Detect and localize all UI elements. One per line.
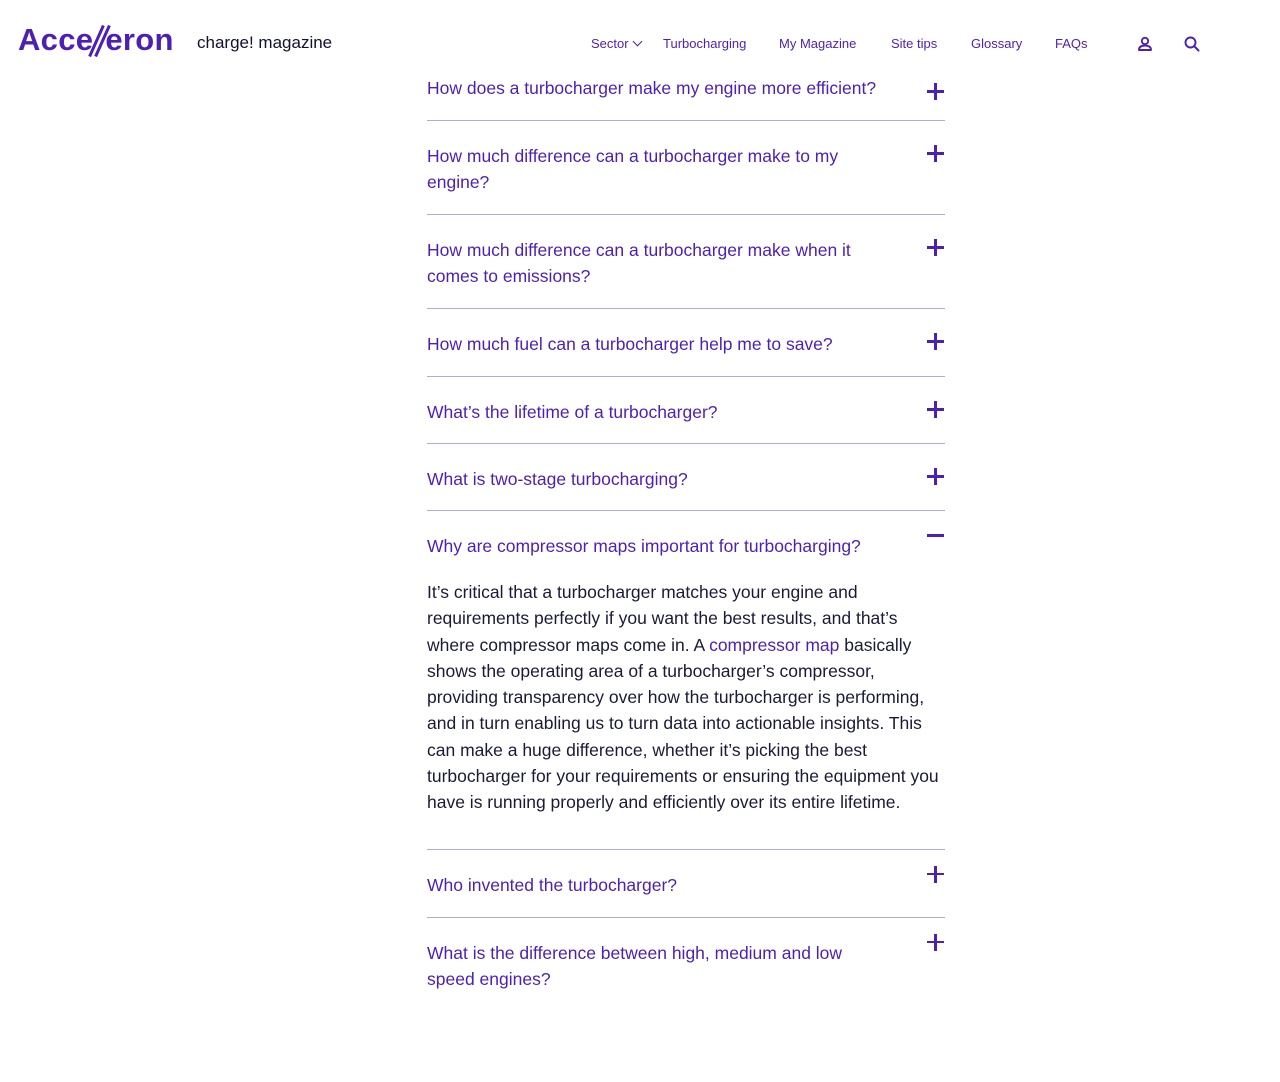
plus-icon[interactable] — [927, 239, 944, 256]
faq-item[interactable] — [427, 309, 945, 377]
faq-accordion — [427, 70, 945, 992]
faq-question-row[interactable] — [427, 75, 945, 101]
logo-slash-mark — [94, 24, 104, 57]
user-icon[interactable] — [1135, 34, 1155, 54]
faq-answer-text-start: It’s critical that a turbocharger matches your engine and requirements perfectly if you want the best results, and that’s where compressor maps come in. A — [427, 582, 898, 655]
logo-text-suffix: eron — [105, 22, 174, 57]
nav-item-faqs[interactable]: FAQs — [1055, 36, 1088, 51]
faq-question: How much fuel can a turbocharger help me to save? — [427, 334, 833, 354]
faq-question: What’s the lifetime of a turbocharger? — [427, 402, 718, 422]
faq-question: How much difference can a turbocharger make when it comes to emissions? — [427, 240, 851, 286]
plus-icon[interactable] — [927, 333, 944, 350]
faq-item[interactable] — [427, 377, 945, 444]
plus-icon[interactable] — [927, 83, 944, 100]
faq-question-row[interactable] — [427, 466, 945, 492]
nav-label-sector: Sector — [591, 36, 629, 51]
faq-question-row[interactable] — [427, 331, 945, 357]
nav-item-my-magazine[interactable]: My Magazine — [779, 36, 857, 51]
faq-question-row[interactable] — [427, 143, 945, 195]
faq-question-row[interactable] — [427, 237, 945, 289]
faq-item[interactable] — [427, 215, 945, 309]
logo-text-prefix: Acce — [18, 22, 94, 57]
compressor-map-link[interactable]: compressor map — [709, 634, 840, 655]
faq-item[interactable] — [427, 121, 945, 215]
faq-question-row[interactable] — [427, 533, 945, 559]
faq-question-row[interactable] — [427, 399, 945, 425]
faq-item[interactable] — [427, 444, 945, 511]
nav-item-turbocharging[interactable]: Turbocharging — [663, 36, 747, 51]
chevron-down-icon — [632, 37, 642, 47]
faq-question: What is the difference between high, medium and low speed engines? — [427, 942, 843, 989]
faq-question: What is two-stage turbocharging? — [427, 469, 688, 489]
accelleron-logo[interactable] — [18, 22, 174, 58]
nav-item-glossary[interactable]: Glossary — [971, 36, 1023, 51]
plus-icon[interactable] — [927, 145, 944, 162]
faq-item[interactable] — [427, 918, 945, 992]
nav-item-sector[interactable] — [591, 36, 641, 51]
faq-question: Who invented the turbocharger? — [427, 874, 678, 895]
search-icon[interactable] — [1182, 34, 1202, 54]
minus-icon[interactable] — [927, 527, 944, 544]
plus-icon[interactable] — [927, 468, 944, 485]
plus-icon[interactable] — [927, 934, 944, 951]
faq-question: Why are compressor maps important for turbocharging? — [427, 536, 861, 556]
faq-question-row[interactable] — [427, 872, 945, 898]
plus-icon[interactable] — [927, 401, 944, 418]
magazine-name[interactable]: charge! magazine — [197, 33, 333, 52]
faq-item-expanded[interactable] — [427, 511, 945, 850]
faq-question: How much difference can a turbocharger make to my engine? — [427, 146, 839, 192]
faq-answer-text-end: basically shows the operating area of a turbocharger’s compressor, providing transparency over how the turbocharger is performing, and in turn enabling us to turn data into actionable insights. This can make a huge difference, whether it’s picking the best turbocharger for your requirements or ensuring the equipment you have is running properly and efficiently over its entire lifetime. — [427, 634, 939, 813]
nav-item-site-tips[interactable]: Site tips — [891, 36, 938, 51]
faq-answer — [427, 579, 945, 816]
faq-question-row[interactable] — [427, 940, 945, 992]
faq-question: How does a turbocharger make my engine more efficient? — [427, 78, 877, 98]
faq-item[interactable] — [427, 70, 945, 121]
plus-icon[interactable] — [927, 866, 944, 883]
faq-item[interactable] — [427, 850, 945, 918]
